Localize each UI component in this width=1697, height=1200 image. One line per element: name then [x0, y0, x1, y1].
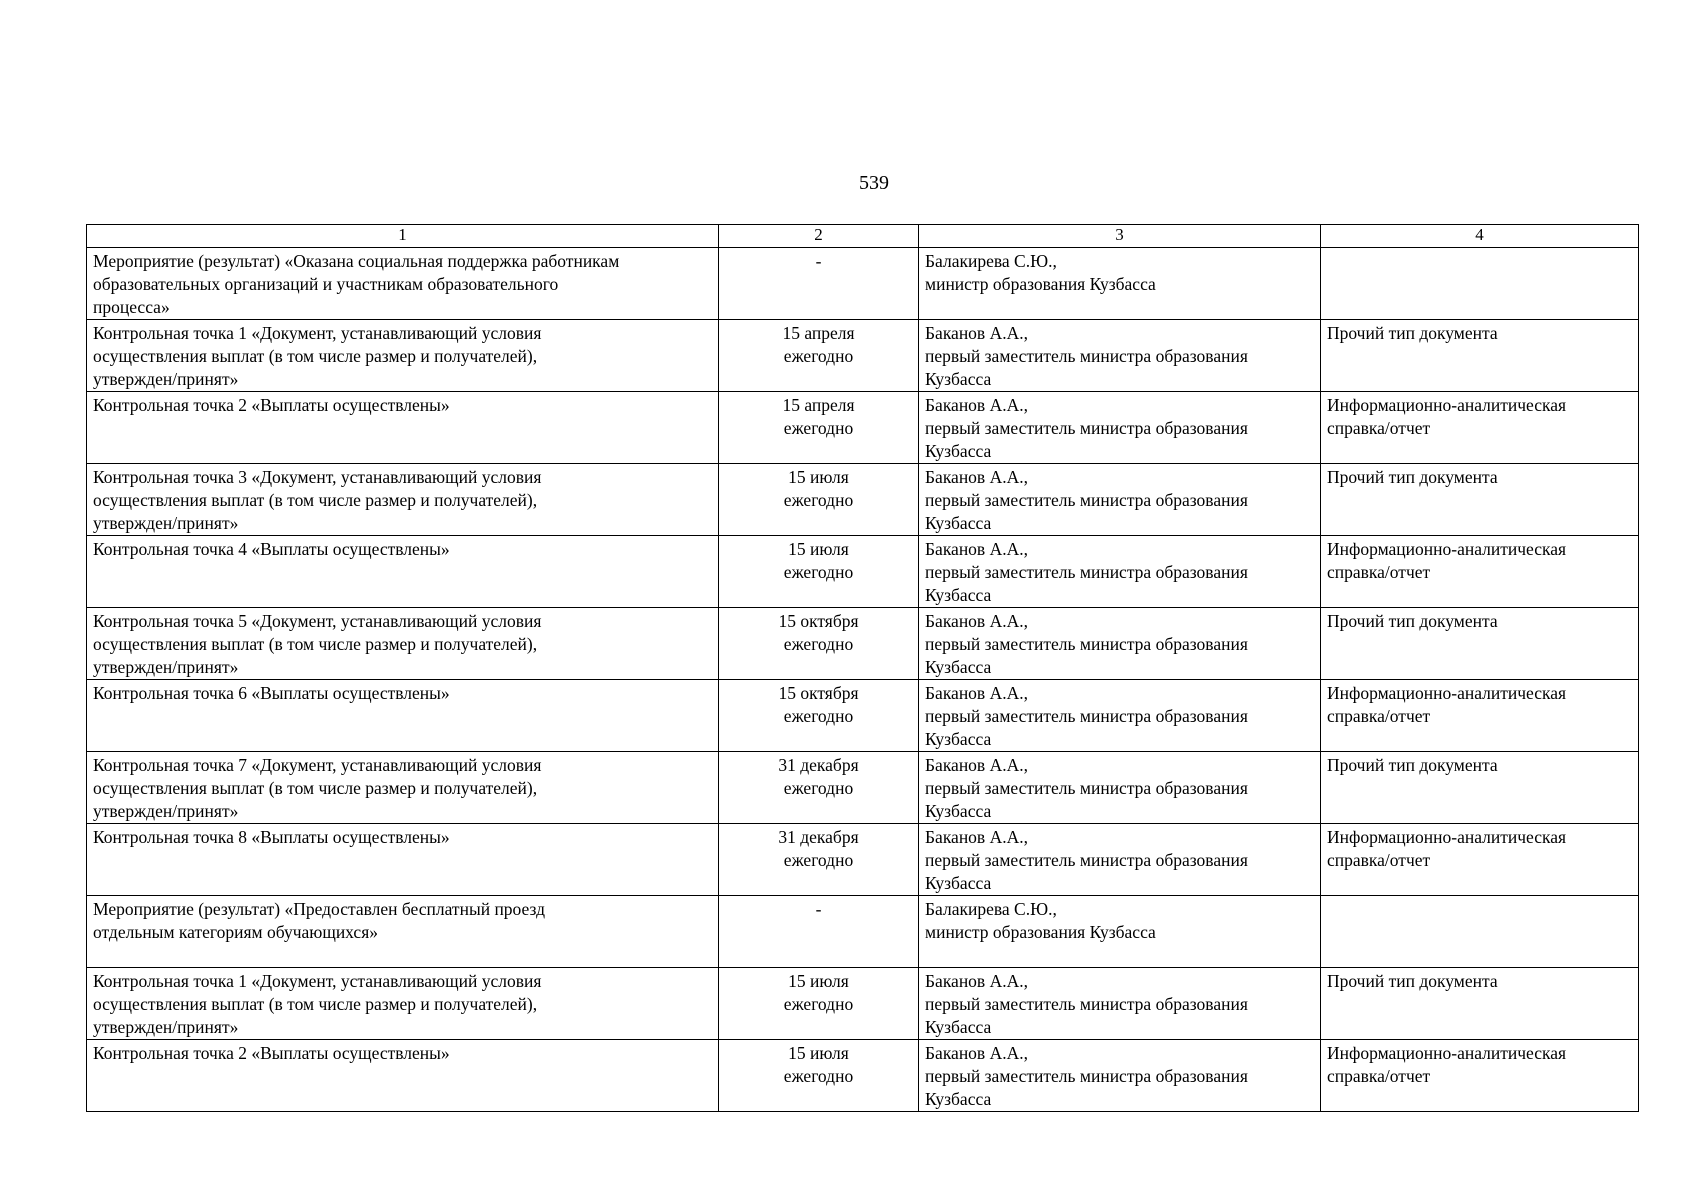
cell-line: первый заместитель министра образования: [925, 850, 1248, 870]
cell-line: Мероприятие (результат) «Оказана социальная поддержка работникам: [93, 251, 620, 271]
cell-line: первый заместитель министра образования: [925, 346, 1248, 366]
cell-line: осуществления выплат (в том числе размер и получателей),: [93, 634, 538, 654]
cell-event-name: [87, 1040, 719, 1112]
cell-line: справка/отчет: [1327, 418, 1431, 438]
cell-line: ежегодно: [783, 778, 854, 798]
table-row: [87, 680, 1639, 752]
cell-line: Контрольная точка 6 «Выплаты осуществлены»: [93, 683, 450, 703]
cell-line: 15 апреля: [782, 323, 855, 343]
table-body: [87, 225, 1639, 1112]
cell-line: ежегодно: [783, 346, 854, 366]
cell-deadline: [719, 248, 919, 320]
cell-line: -: [815, 899, 822, 919]
cell-line: министр образования Кузбасса: [925, 922, 1156, 942]
cell-line: Баканов А.А.,: [925, 827, 1028, 847]
cell-line: образовательных организаций и участникам образовательного: [93, 274, 559, 294]
cell-line: 15 октября: [778, 611, 859, 631]
cell-document-type: [1321, 968, 1639, 1040]
cell-responsible: [919, 464, 1321, 536]
cell-line: Контрольная точка 1 «Документ, устанавливающий условия: [93, 323, 542, 343]
cell-event-name: [87, 608, 719, 680]
cell-line: Баканов А.А.,: [925, 467, 1028, 487]
cell-line: Баканов А.А.,: [925, 395, 1028, 415]
cell-deadline: [719, 896, 919, 968]
cell-deadline: [719, 392, 919, 464]
cell-deadline: [719, 320, 919, 392]
cell-line: Контрольная точка 5 «Документ, устанавливающий условия: [93, 611, 542, 631]
cell-line: 15 июля: [788, 539, 849, 559]
cell-deadline: [719, 824, 919, 896]
cell-line: 15 октября: [778, 683, 859, 703]
cell-line: ежегодно: [783, 490, 854, 510]
cell-line: первый заместитель министра образования: [925, 994, 1248, 1014]
cell-line: утвержден/принят»: [93, 657, 239, 677]
cell-line: 15 июля: [788, 467, 849, 487]
cell-line: министр образования Кузбасса: [925, 274, 1156, 294]
cell-line: Прочий тип документа: [1327, 971, 1498, 991]
column-header-1: 1: [87, 225, 719, 248]
cell-line: осуществления выплат (в том числе размер и получателей),: [93, 490, 538, 510]
cell-deadline: [719, 608, 919, 680]
cell-line: Кузбасса: [925, 873, 992, 893]
cell-event-name: [87, 536, 719, 608]
cell-responsible: [919, 248, 1321, 320]
cell-line: Контрольная точка 2 «Выплаты осуществлены»: [93, 395, 450, 415]
cell-responsible: [919, 752, 1321, 824]
cell-document-type: [1321, 464, 1639, 536]
cell-line: Информационно-аналитическая: [1327, 827, 1567, 847]
table-row: [87, 752, 1639, 824]
cell-responsible: [919, 680, 1321, 752]
cell-line: справка/отчет: [1327, 706, 1431, 726]
cell-line: Баканов А.А.,: [925, 755, 1028, 775]
cell-event-name: [87, 752, 719, 824]
cell-document-type: [1321, 680, 1639, 752]
cell-line: Прочий тип документа: [1327, 611, 1498, 631]
cell-event-name: [87, 968, 719, 1040]
cell-line: 31 декабря: [778, 827, 859, 847]
cell-line: справка/отчет: [1327, 562, 1431, 582]
cell-line: утвержден/принят»: [93, 369, 239, 389]
cell-line: ежегодно: [783, 706, 854, 726]
cell-line: Мероприятие (результат) «Предоставлен бесплатный проезд: [93, 899, 546, 919]
cell-line: Информационно-аналитическая: [1327, 395, 1567, 415]
column-header-2: 2: [719, 225, 919, 248]
cell-line: Прочий тип документа: [1327, 323, 1498, 343]
cell-line: 15 апреля: [782, 395, 855, 415]
cell-line: первый заместитель министра образования: [925, 634, 1248, 654]
cell-deadline: [719, 464, 919, 536]
cell-line: отдельным категориям обучающихся»: [93, 922, 378, 942]
cell-line: осуществления выплат (в том числе размер и получателей),: [93, 346, 538, 366]
cell-line: Кузбасса: [925, 441, 992, 461]
cell-document-type: [1321, 320, 1639, 392]
cell-line: ежегодно: [783, 1066, 854, 1086]
cell-document-type: [1321, 896, 1639, 968]
table-row: [87, 536, 1639, 608]
cell-line: Баканов А.А.,: [925, 971, 1028, 991]
cell-line: Кузбасса: [925, 585, 992, 605]
cell-event-name: [87, 680, 719, 752]
cell-responsible: [919, 824, 1321, 896]
cell-line: 15 июля: [788, 971, 849, 991]
table-row: [87, 248, 1639, 320]
cell-line: ежегодно: [783, 994, 854, 1014]
table-header-row: [87, 225, 1639, 248]
cell-line: Контрольная точка 1 «Документ, устанавливающий условия: [93, 971, 542, 991]
cell-line: первый заместитель министра образования: [925, 490, 1248, 510]
table-row: [87, 320, 1639, 392]
cell-document-type: [1321, 752, 1639, 824]
cell-line: утвержден/принят»: [93, 513, 239, 533]
cell-deadline: [719, 1040, 919, 1112]
cell-deadline: [719, 968, 919, 1040]
cell-line: Кузбасса: [925, 369, 992, 389]
cell-responsible: [919, 608, 1321, 680]
cell-line: Баканов А.А.,: [925, 611, 1028, 631]
cell-line: ежегодно: [783, 850, 854, 870]
cell-event-name: [87, 464, 719, 536]
cell-deadline: [719, 752, 919, 824]
cell-line: Кузбасса: [925, 729, 992, 749]
cell-line: первый заместитель министра образования: [925, 706, 1248, 726]
cell-line: первый заместитель министра образования: [925, 418, 1248, 438]
cell-line: Контрольная точка 7 «Документ, устанавливающий условия: [93, 755, 542, 775]
table-row: [87, 968, 1639, 1040]
cell-event-name: [87, 392, 719, 464]
table-row: [87, 464, 1639, 536]
cell-document-type: [1321, 248, 1639, 320]
table-row: [87, 608, 1639, 680]
cell-line: 15 июля: [788, 1043, 849, 1063]
cell-responsible: [919, 896, 1321, 968]
table-row: [87, 392, 1639, 464]
cell-line: Информационно-аналитическая: [1327, 1043, 1567, 1063]
cell-line: осуществления выплат (в том числе размер и получателей),: [93, 778, 538, 798]
cell-event-name: [87, 824, 719, 896]
cell-line: Информационно-аналитическая: [1327, 683, 1567, 703]
cell-line: ежегодно: [783, 418, 854, 438]
cell-event-name: [87, 320, 719, 392]
cell-line: Прочий тип документа: [1327, 755, 1498, 775]
page-number: 539: [859, 172, 889, 194]
column-header-4: 4: [1321, 225, 1639, 248]
document-table: [86, 224, 1639, 1112]
cell-document-type: [1321, 1040, 1639, 1112]
cell-line: Балакирева С.Ю.,: [925, 899, 1057, 919]
cell-line: Информационно-аналитическая: [1327, 539, 1567, 559]
cell-event-name: [87, 896, 719, 968]
cell-line: справка/отчет: [1327, 850, 1431, 870]
cell-line: Баканов А.А.,: [925, 683, 1028, 703]
cell-line: ежегодно: [783, 562, 854, 582]
cell-line: Кузбасса: [925, 1017, 992, 1037]
column-header-3: 3: [919, 225, 1321, 248]
cell-responsible: [919, 1040, 1321, 1112]
cell-line: Контрольная точка 4 «Выплаты осуществлены»: [93, 539, 450, 559]
cell-line: первый заместитель министра образования: [925, 1066, 1248, 1086]
cell-line: первый заместитель министра образования: [925, 778, 1248, 798]
cell-line: Контрольная точка 8 «Выплаты осуществлены»: [93, 827, 450, 847]
cell-line: -: [815, 251, 822, 271]
cell-document-type: [1321, 392, 1639, 464]
cell-line: Контрольная точка 2 «Выплаты осуществлены»: [93, 1043, 450, 1063]
cell-responsible: [919, 320, 1321, 392]
cell-line: 31 декабря: [778, 755, 859, 775]
cell-line: Контрольная точка 3 «Документ, устанавливающий условия: [93, 467, 542, 487]
cell-document-type: [1321, 608, 1639, 680]
cell-line: Кузбасса: [925, 801, 992, 821]
cell-document-type: [1321, 536, 1639, 608]
cell-responsible: [919, 536, 1321, 608]
cell-line: ежегодно: [783, 634, 854, 654]
cell-line: осуществления выплат (в том числе размер и получателей),: [93, 994, 538, 1014]
cell-line: справка/отчет: [1327, 1066, 1431, 1086]
cell-event-name: [87, 248, 719, 320]
cell-line: утвержден/принят»: [93, 801, 239, 821]
cell-line: Кузбасса: [925, 513, 992, 533]
cell-document-type: [1321, 824, 1639, 896]
table-row: [87, 1040, 1639, 1112]
cell-line: первый заместитель министра образования: [925, 562, 1248, 582]
cell-deadline: [719, 680, 919, 752]
cell-line: процесса»: [93, 297, 170, 317]
cell-responsible: [919, 392, 1321, 464]
table-row: [87, 896, 1639, 968]
cell-line: Баканов А.А.,: [925, 539, 1028, 559]
cell-line: Кузбасса: [925, 657, 992, 677]
cell-line: Балакирева С.Ю.,: [925, 251, 1057, 271]
cell-line: утвержден/принят»: [93, 1017, 239, 1037]
cell-deadline: [719, 536, 919, 608]
cell-line: Баканов А.А.,: [925, 323, 1028, 343]
cell-responsible: [919, 968, 1321, 1040]
cell-line: Прочий тип документа: [1327, 467, 1498, 487]
cell-line: Кузбасса: [925, 1089, 992, 1109]
cell-line: Баканов А.А.,: [925, 1043, 1028, 1063]
table-row: [87, 824, 1639, 896]
